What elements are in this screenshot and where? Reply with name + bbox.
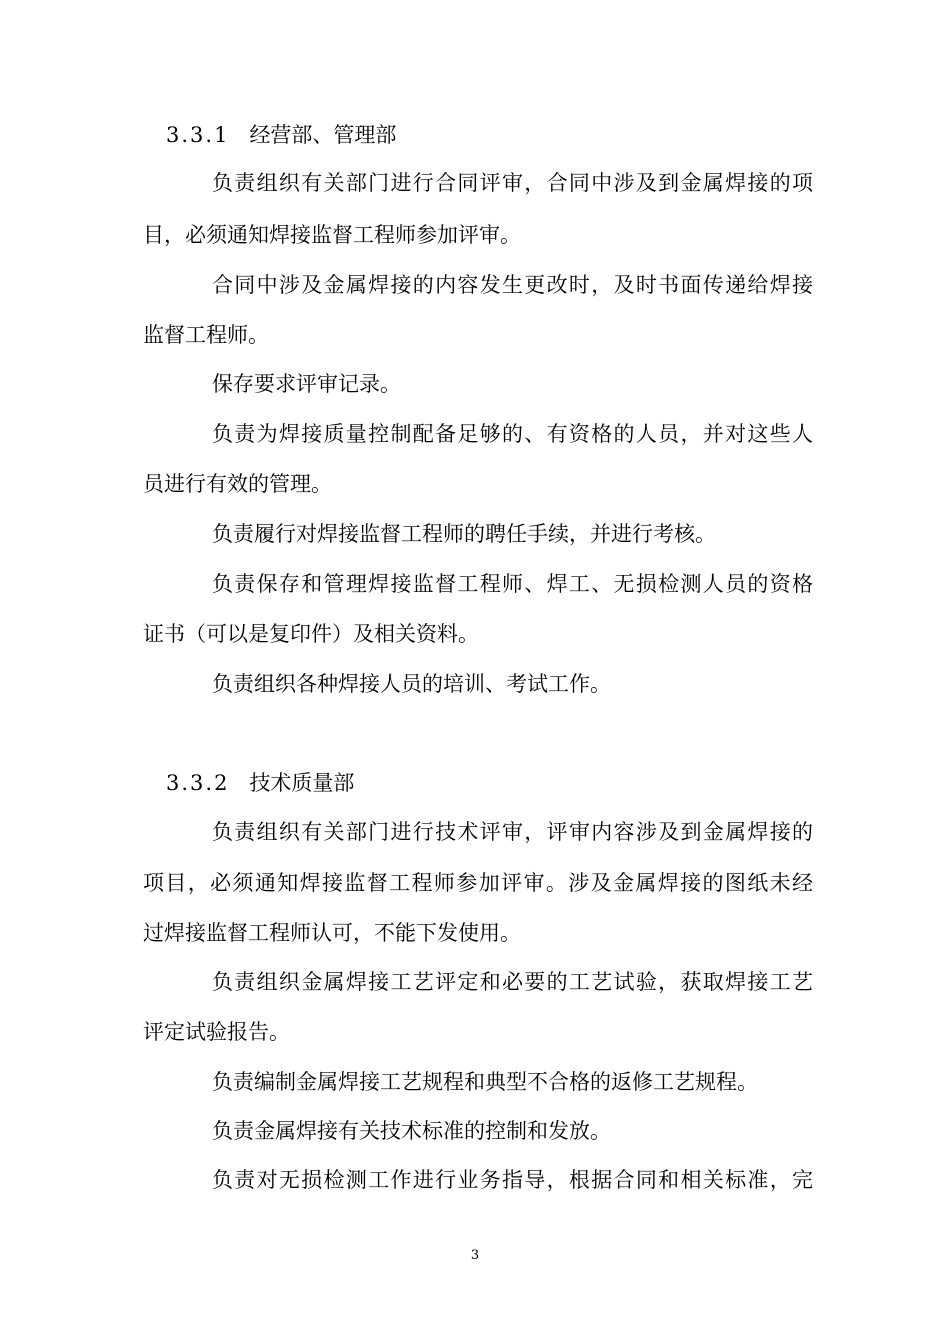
paragraph-line: 负责组织有关部门进行合同评审，合同中涉及到金属焊接的项 bbox=[212, 171, 813, 195]
paragraph-line: 目，必须通知焊接监督工程师参加评审。 bbox=[143, 223, 521, 247]
page-number: 3 bbox=[470, 1248, 480, 1263]
section-heading-331 bbox=[166, 120, 396, 150]
paragraph-line: 证书（可以是复印件）及相关资料。 bbox=[143, 622, 479, 646]
section-heading-332 bbox=[166, 768, 354, 798]
paragraph-line: 保存要求评审记录。 bbox=[212, 372, 401, 396]
section-title: 经营部、管理部 bbox=[249, 123, 397, 147]
paragraph-line: 负责组织有关部门进行技术评审，评审内容涉及到金属焊接的 bbox=[212, 820, 813, 844]
paragraph-line: 负责履行对焊接监督工程师的聘任手续，并进行考核。 bbox=[212, 522, 716, 546]
paragraph-line: 负责编制金属焊接工艺规程和典型不合格的返修工艺规程。 bbox=[212, 1070, 758, 1094]
paragraph-line: 监督工程师。 bbox=[143, 323, 269, 347]
section-number: 3.3.2 bbox=[166, 771, 230, 795]
paragraph-line: 项目，必须通知焊接监督工程师参加评审。涉及金属焊接的图纸未经 bbox=[143, 871, 813, 895]
paragraph-line: 负责组织金属焊接工艺评定和必要的工艺试验，获取焊接工艺 bbox=[212, 970, 813, 994]
section-title: 技术质量部 bbox=[249, 771, 355, 795]
section-number: 3.3.1 bbox=[166, 123, 230, 147]
paragraph-line: 员进行有效的管理。 bbox=[143, 472, 332, 496]
paragraph-line: 负责保存和管理焊接监督工程师、焊工、无损检测人员的资格 bbox=[212, 572, 813, 596]
paragraph-line: 负责组织各种焊接人员的培训、考试工作。 bbox=[212, 672, 611, 696]
paragraph-line: 负责对无损检测工作进行业务指导，根据合同和相关标准，完 bbox=[212, 1168, 813, 1192]
paragraph-line: 合同中涉及金属焊接的内容发生更改时，及时书面传递给焊接 bbox=[212, 273, 813, 297]
paragraph-line: 过焊接监督工程师认可，不能下发使用。 bbox=[143, 921, 521, 945]
paragraph-line: 负责金属焊接有关技术标准的控制和发放。 bbox=[212, 1119, 611, 1143]
paragraph-line: 评定试验报告。 bbox=[143, 1020, 290, 1044]
paragraph-line: 负责为焊接质量控制配备足够的、有资格的人员，并对这些人 bbox=[212, 422, 813, 446]
